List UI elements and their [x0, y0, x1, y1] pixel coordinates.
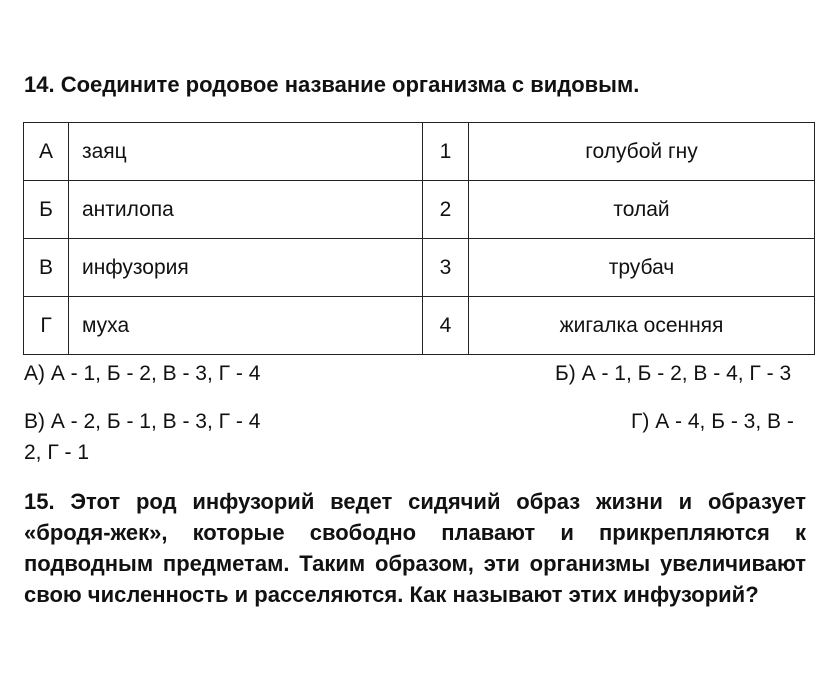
answer-option-v: В) А - 2, Б - 1, В - 3, Г - 4 [24, 410, 261, 433]
species-name: жигалка осенняя [469, 297, 815, 355]
row-number: 1 [423, 123, 469, 181]
table-row [24, 123, 815, 181]
question-15-text: 15. Этот род инфузорий ведет сидячий образ жизни и образует «бродя-жек», которые свободно плавают и прикрепляются к подводным предметам. Таким образом, эти организмы увеличивают свою численность и расселяются. Как называют этих инфузорий? [24, 489, 806, 607]
row-number: 2 [423, 181, 469, 239]
row-number: 4 [423, 297, 469, 355]
answer-option-g: Г) А - 4, Б - 3, В - [631, 410, 794, 433]
genus-name: инфузория [69, 239, 423, 297]
species-name: голубой гну [469, 123, 815, 181]
table-row [24, 181, 815, 239]
row-letter: Б [24, 181, 69, 239]
question-14-title: 14. Соедините родовое название организма с видовым. [24, 72, 640, 97]
species-name: трубач [469, 239, 815, 297]
species-name: толай [469, 181, 815, 239]
row-number: 3 [423, 239, 469, 297]
table-row [24, 297, 815, 355]
matching-table [23, 122, 815, 355]
genus-name: заяц [69, 123, 423, 181]
row-letter: А [24, 123, 69, 181]
answer-option-g-continuation: 2, Г - 1 [24, 441, 90, 464]
answer-option-b: Б) А - 1, Б - 2, В - 4, Г - 3 [555, 362, 792, 385]
answer-option-a: А) А - 1, Б - 2, В - 3, Г - 4 [24, 362, 261, 385]
table-row [24, 239, 815, 297]
genus-name: муха [69, 297, 423, 355]
row-letter: В [24, 239, 69, 297]
row-letter: Г [24, 297, 69, 355]
genus-name: антилопа [69, 181, 423, 239]
